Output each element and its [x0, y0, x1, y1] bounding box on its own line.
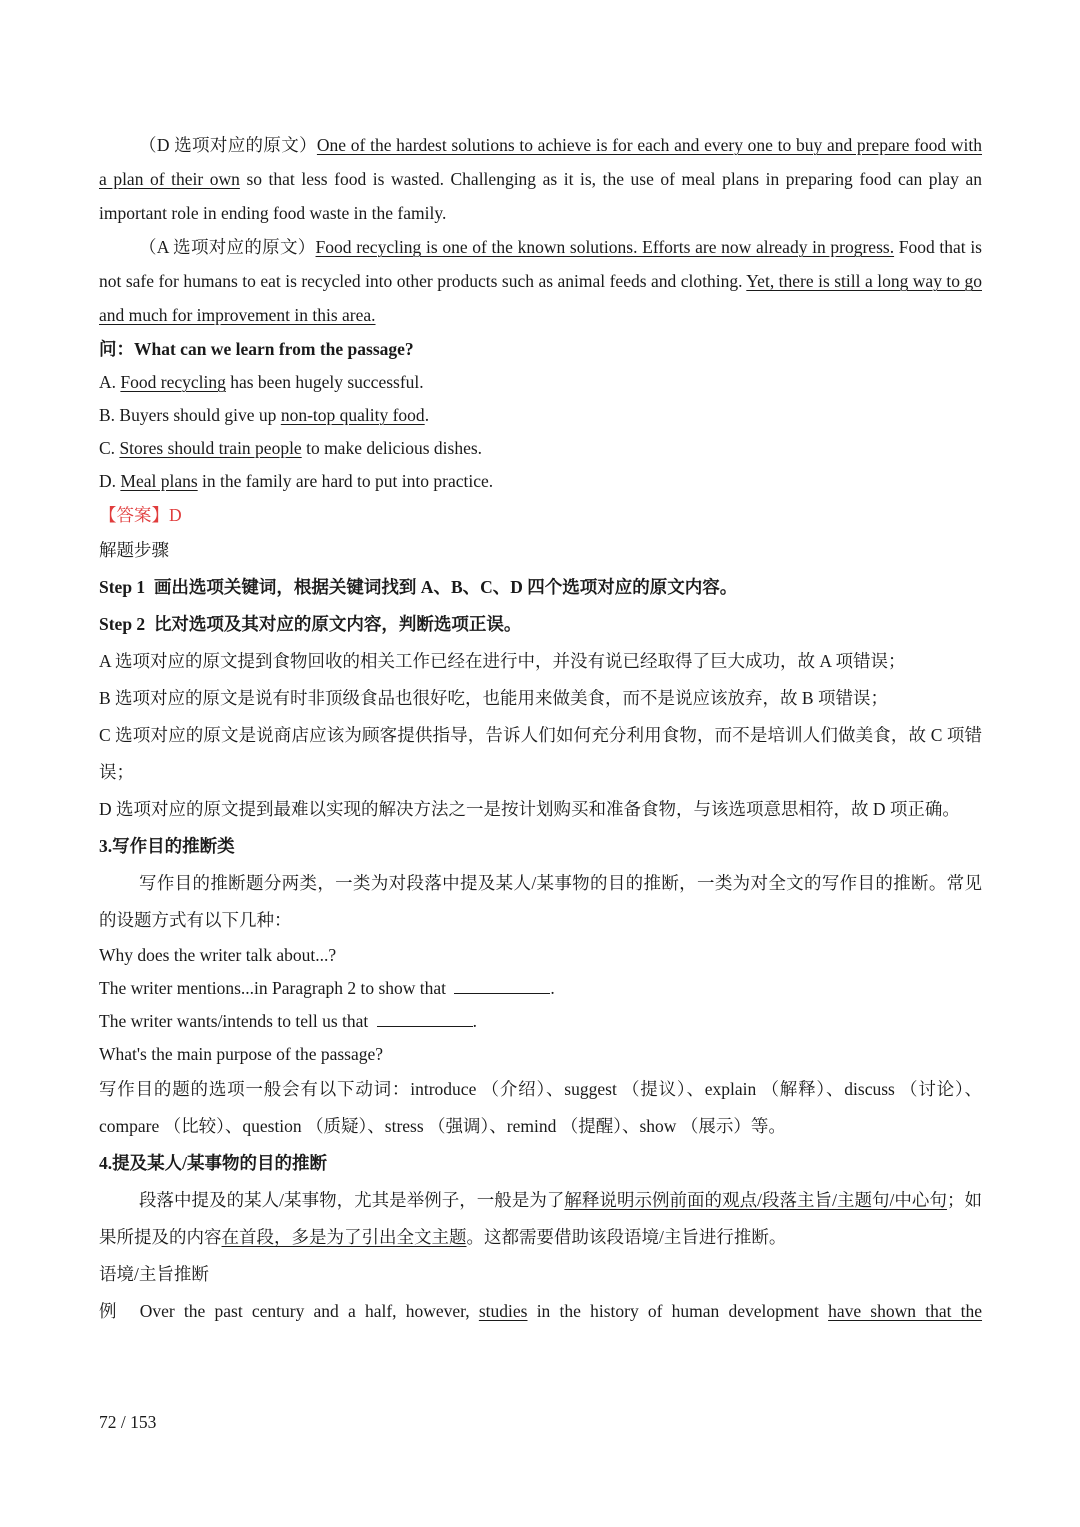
- answer: 【答案】D: [99, 505, 182, 525]
- section-4-title: 4.提及某人/某事物的目的推断: [99, 1153, 327, 1173]
- pattern-2: The writer mentions...in Paragraph 2 to show that .: [99, 978, 555, 998]
- context-title: 语境/主旨推断: [99, 1264, 209, 1284]
- step-1: Step 1 画出选项关键词，根据关键词找到 A、B、C、D 四个选项对应的原文内容。: [99, 577, 738, 597]
- analysis-c: C 选项对应的原文是说商店应该为顾客提供指导，告诉人们如何充分利用食物，而不是培训人们做美食，故 C 项错误；: [99, 725, 982, 782]
- steps-title: 解题步骤: [99, 540, 169, 560]
- section-3-title: 3.写作目的推断类: [99, 836, 235, 856]
- analysis-b: B 选项对应的原文是说有时非顶级食品也很好吃，也能用来做美食，而不是说应该放弃，故 B 项错误；: [99, 688, 888, 708]
- option-c: C. Stores should train people to make delicious dishes.: [99, 438, 483, 458]
- question: 问：What can we learn from the passage?: [99, 339, 414, 359]
- page-content: [99, 128, 982, 1330]
- analysis-a: A 选项对应的原文提到食物回收的相关工作已经在进行中，并没有说已经取得了巨大成功，故 A 项错误；: [99, 651, 906, 671]
- option-d: D. Meal plans in the family are hard to put into practice.: [99, 471, 494, 491]
- analysis-d: D 选项对应的原文提到最难以实现的解决方法之一是按计划购买和准备食物，与该选项意思相符，故 D 项正确。: [99, 799, 960, 819]
- verbs-paragraph: 写作目的题的选项一般会有以下动词：introduce （介绍）、suggest （提议）、explain （解释）、discuss （讨论）、compare （比较）、question （质疑）、stress （强调）、remind （提醒）、show （展示）等。: [99, 1079, 982, 1136]
- option-a: A. Food recycling has been hugely successful.: [99, 372, 424, 392]
- passage-d-underlined: One of the hardest solutions to achieve is for each and every one to buy and prepare food with a plan of their own: [99, 135, 982, 189]
- pattern-1: Why does the writer talk about...?: [99, 945, 337, 965]
- pattern-4: What's the main purpose of the passage?: [99, 1044, 384, 1064]
- answer-blank: [454, 977, 550, 994]
- option-b: B. Buyers should give up non-top quality food.: [99, 405, 430, 425]
- page-number: 72 / 153: [99, 1412, 157, 1432]
- answer-blank: [377, 1010, 473, 1027]
- section-3-intro: 写作目的推断题分两类，一类为对段落中提及某人/某事物的目的推断，一类为对全文的写作目的推断。常见的设题方式有以下几种：: [99, 873, 982, 930]
- section-4-paragraph: 段落中提及的某人/某事物，尤其是举例子，一般是为了解释说明示例前面的观点/段落主旨/主题句/中心句；如果所提及的内容在首段，多是为了引出全文主题。这都需要借助该段语境/主旨进行推断。: [99, 1190, 983, 1247]
- passage-a-underlined-2: Yet, there is still a long way to go and much for improvement in this area.: [99, 271, 982, 325]
- pattern-3: The writer wants/intends to tell us that .: [99, 1011, 478, 1031]
- example-line: 例 Over the past century and a half, however, studies in the history of human development have shown that the: [99, 1301, 983, 1321]
- passage-a-underlined-1: Food recycling is one of the known solutions. Efforts are now already in progress.: [315, 237, 895, 257]
- passage-a-paragraph: （A 选项对应的原文）Food recycling is one of the known solutions. Efforts are now already in progress. Food that is not safe for humans to eat is recycled into other products such as animal feeds and clothing. Yet, there is still a long way to go and much for improvement in this area.: [99, 237, 982, 325]
- passage-d-paragraph: （D 选项对应的原文）One of the hardest solutions to achieve is for each and every one to buy and prepare food with a plan of their own so that less food is wasted. Challenging as it is, the use of meal plans in preparing food can play an important role in ending food waste in the family.: [99, 135, 982, 223]
- step-2: Step 2 比对选项及其对应的原文内容，判断选项正误。: [99, 614, 522, 634]
